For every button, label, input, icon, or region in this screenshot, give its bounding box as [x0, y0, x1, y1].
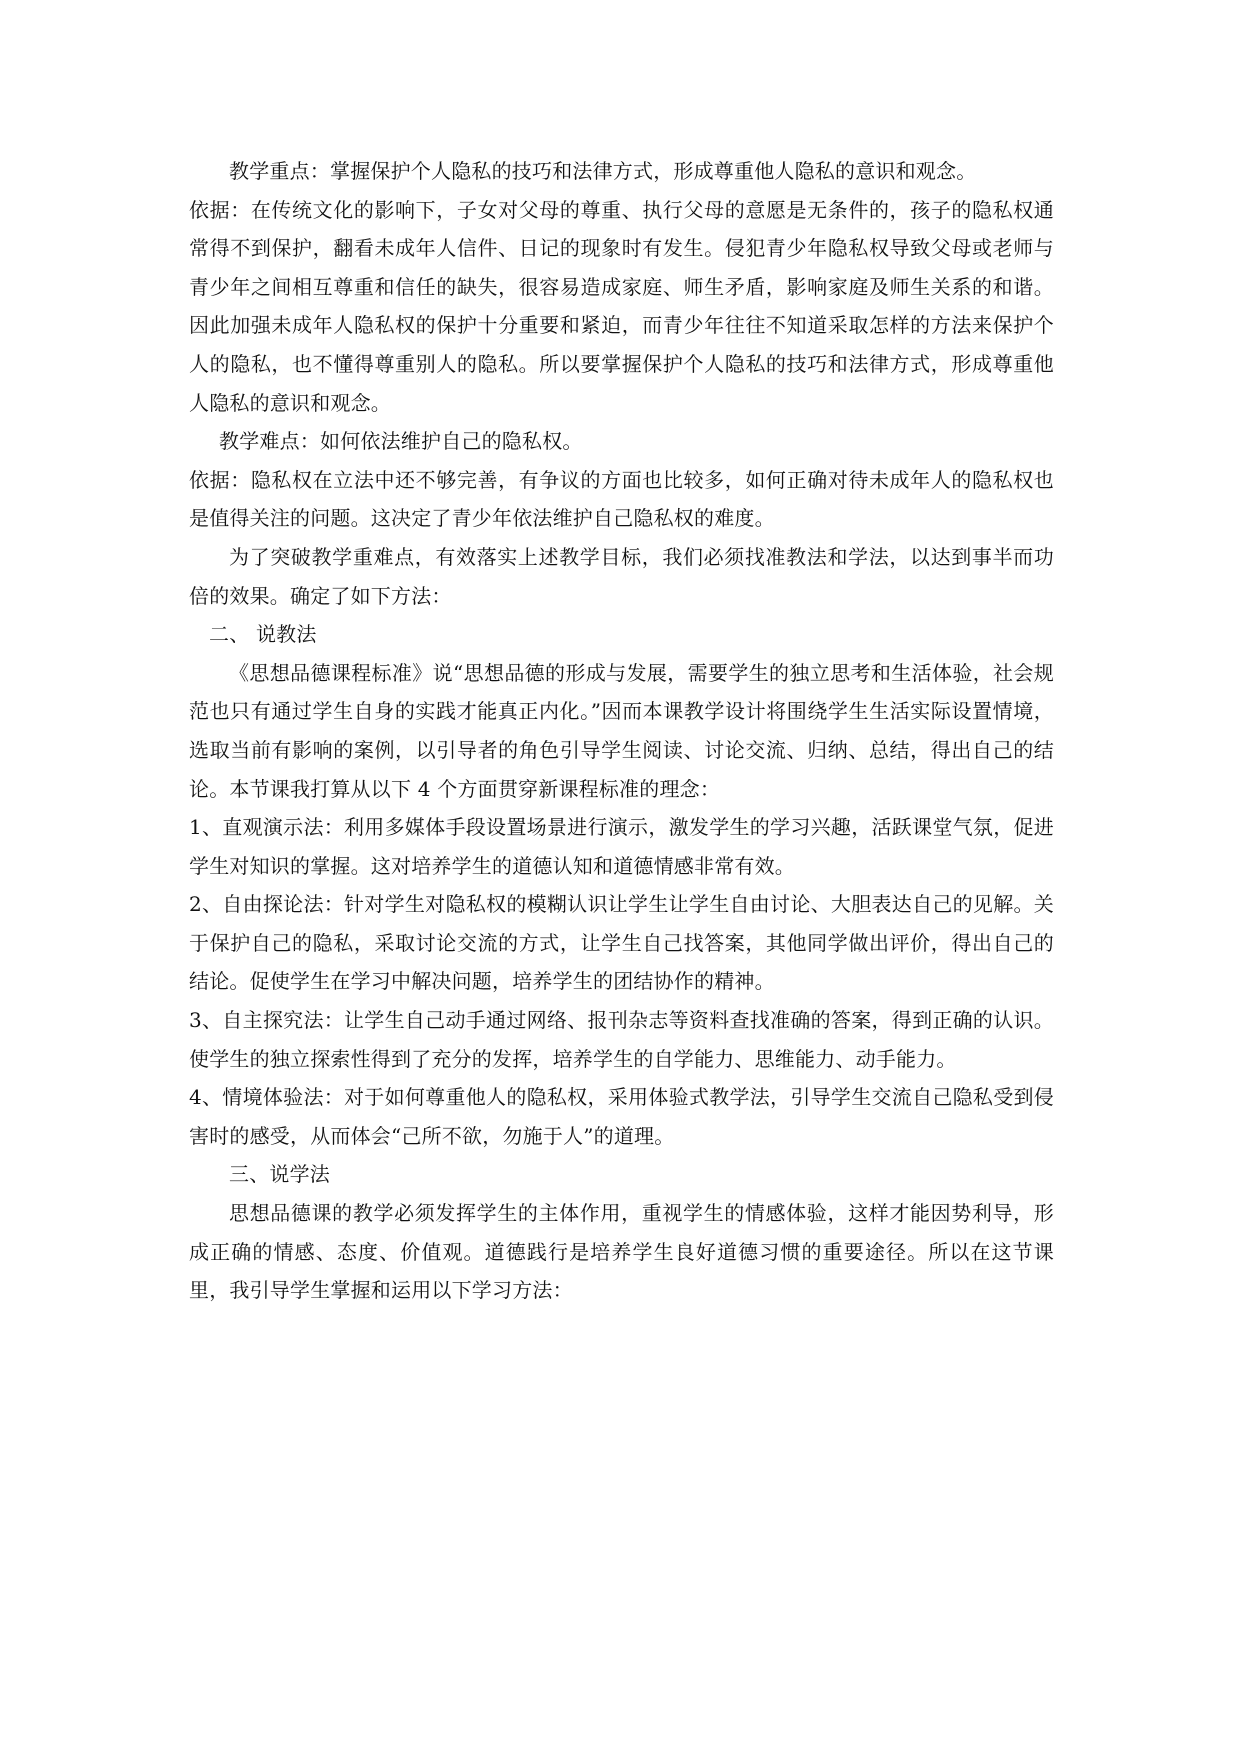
- paragraph-teaching-difficulty: 教学难点：如何依法维护自己的隐私权。: [219, 429, 583, 454]
- paragraph-method-intro: 为了突破教学重难点，有效落实上述教学目标，我们必须找准教法和学法，以达到事半而功倍的效果。确定了如下方法：: [189, 544, 1054, 608]
- paragraph-curriculum-standard: 《思想品德课程标准》说“思想品德的形成与发展，需要学生的独立思考和生活体验，社会规范也只有通过学生自身的实践才能真正内化。”因而本课教学设计将围绕学生生活实际设置情境，选取当前有影响的案例，以引导者的角色引导学生阅读、讨论交流、归纳、总结，得出自己的结论。本节课我打算从以下 4 个方面贯穿新课程标准的理念：: [189, 660, 1054, 801]
- paragraph-learning-method: 思想品德课的教学必须发挥学生的主体作用，重视学生的情感体验，这样才能因势利导，形成正确的情感、态度、价值观。道德践行是培养学生良好道德习惯的重要途径。所以在这节课里，我引导学生掌握和运用以下学习方法：: [189, 1201, 1054, 1303]
- list-item-method-3: 3、自主探究法：让学生自己动手通过网络、报刊杂志等资料查找准确的答案，得到正确的认识。使学生的独立探索性得到了充分的发挥，培养学生的自学能力、思维能力、动手能力。: [189, 1008, 1054, 1071]
- heading-learning-method: 三、说学法: [229, 1162, 330, 1187]
- heading-teaching-method: 二、 说教法: [209, 622, 317, 647]
- document-body: [189, 152, 1054, 1310]
- paragraph-teaching-focus: 教学重点：掌握保护个人隐私的技巧和法律方式，形成尊重他人隐私的意识和观念。: [229, 159, 977, 183]
- paragraph-difficulty-basis: 依据：隐私权在立法中还不够完善，有争议的方面也比较多，如何正确对待未成年人的隐私权也是值得关注的问题。这决定了青少年依法维护自己隐私权的难度。: [189, 467, 1054, 531]
- list-item-method-2: 2、自由探论法：针对学生对隐私权的模糊认识让学生让学生自由讨论、大胆表达自己的见解。关于保护自己的隐私，采取讨论交流的方式，让学生自己找答案，其他同学做出评价，得出自己的结论。促使学生在学习中解决问题，培养学生的团结协作的精神。: [189, 892, 1054, 994]
- list-item-method-1: 1、直观演示法：利用多媒体手段设置场景进行演示，激发学生的学习兴趣，活跃课堂气氛，促进学生对知识的掌握。这对培养学生的道德认知和道德情感非常有效。: [189, 815, 1054, 878]
- paragraph-focus-basis: 依据：在传统文化的影响下，子女对父母的尊重、执行父母的意愿是无条件的，孩子的隐私权通常得不到保护，翻看未成年人信件、日记的现象时有发生。侵犯青少年隐私权导致父母或老师与青少年之间相互尊重和信任的缺失，很容易造成家庭、师生矛盾，影响家庭及师生关系的和谐。因此加强未成年人隐私权的保护十分重要和紧迫，而青少年往往不知道采取怎样的方法来保护个人的隐私，也不懂得尊重别人的隐私。所以要掌握保护个人隐私的技巧和法律方式，形成尊重他人隐私的意识和观念。: [189, 197, 1054, 415]
- list-item-method-4: 4、情境体验法：对于如何尊重他人的隐私权，采用体验式教学法，引导学生交流自己隐私受到侵害时的感受，从而体会“己所不欲，勿施于人”的道理。: [189, 1085, 1054, 1148]
